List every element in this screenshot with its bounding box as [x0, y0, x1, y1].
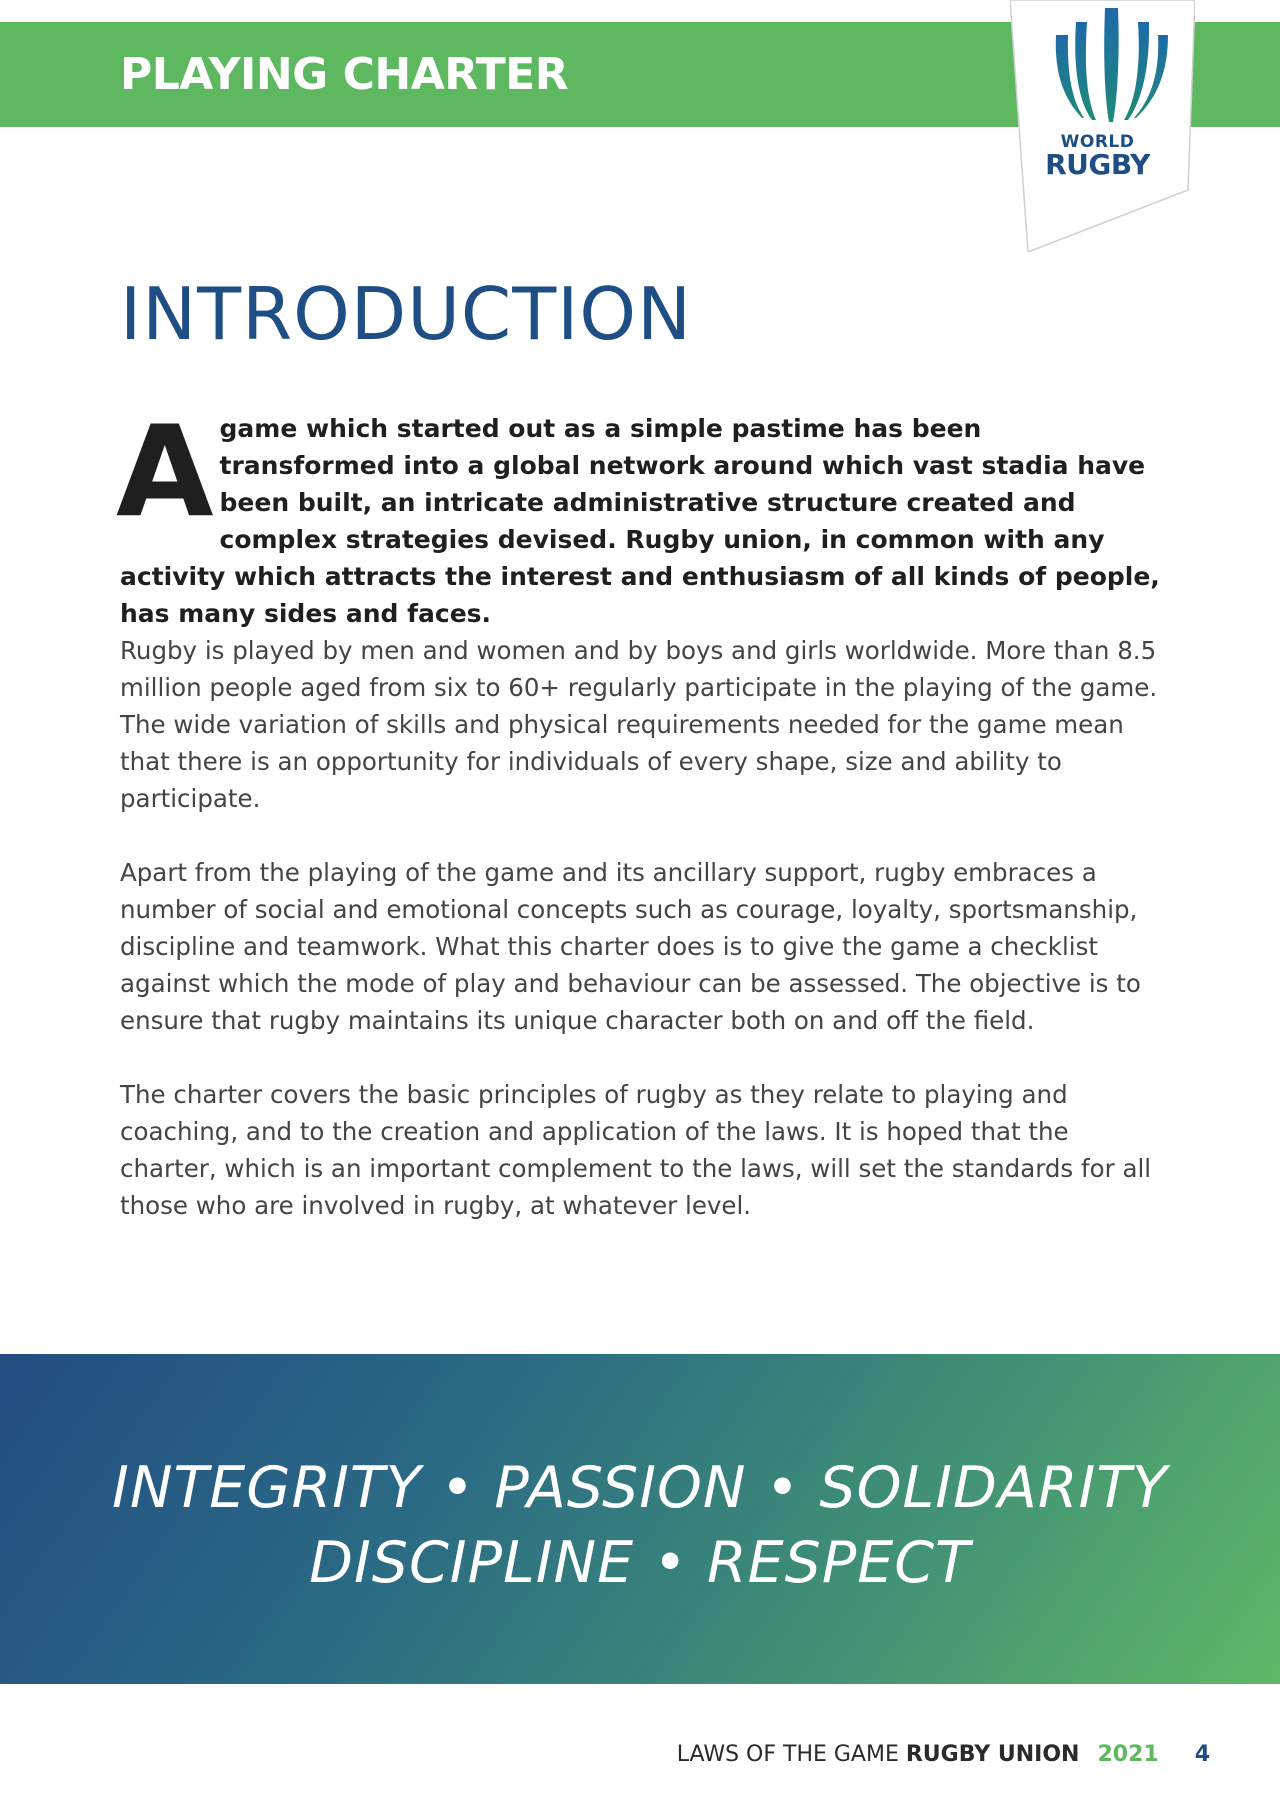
page-title: INTRODUCTION [120, 272, 692, 356]
lead-text: game which started out as a simple pastime has been transformed into a global network around which vast stadia have been built, an intricate administrative structure created and complex strategies devised. Rugby union, in common with any activity which attracts the interest and enthusiasm of all kinds of people, has many sides and faces. [120, 414, 1160, 628]
footer-year: 2021 [1097, 1742, 1159, 1767]
footer-bold: RUGBY UNION [905, 1742, 1080, 1767]
values-line-1: INTEGRITY • PASSION • SOLIDARITY [112, 1455, 1168, 1521]
drop-cap: A [116, 398, 214, 545]
logo-word-world: WORLD [1060, 132, 1135, 152]
footer [677, 1742, 1210, 1767]
body-paragraph-3: The charter covers the basic principles of rugby as they relate to playing and coaching, and to the creation and application of the laws. It is hoped that the charter, which is an important complement to the laws, will set the standards for all those who are involved in rugby, at whatever level. [120, 1080, 1152, 1220]
logo-word-rugby: RUGBY [1045, 148, 1150, 181]
lead-paragraph [116, 398, 1160, 632]
values-line-2: DISCIPLINE • RESPECT [309, 1530, 971, 1596]
world-rugby-logo [1010, 0, 1195, 252]
section-title: PLAYING CHARTER [120, 49, 569, 100]
footer-prefix: LAWS OF THE GAME [676, 1742, 906, 1767]
body-paragraph-1: Rugby is played by men and women and by boys and girls worldwide. More than 8.5 million people aged from six to 60+ regularly participate in the playing of the game. The wide variation of skills and physical requirements needed for the game mean that there is an opportunity for individuals of every shape, size and ability to participate. [120, 636, 1158, 813]
page-number: 4 [1194, 1742, 1210, 1767]
body-paragraph-2: Apart from the playing of the game and its ancillary support, rugby embraces a number of social and emotional concepts such as courage, loyalty, sportsmanship, discipline and teamwork. What this charter does is to give the game a checklist against which the mode of play and behaviour can be assessed. The objective is to ensure that rugby maintains its unique character both on and off the field. [120, 858, 1141, 1035]
